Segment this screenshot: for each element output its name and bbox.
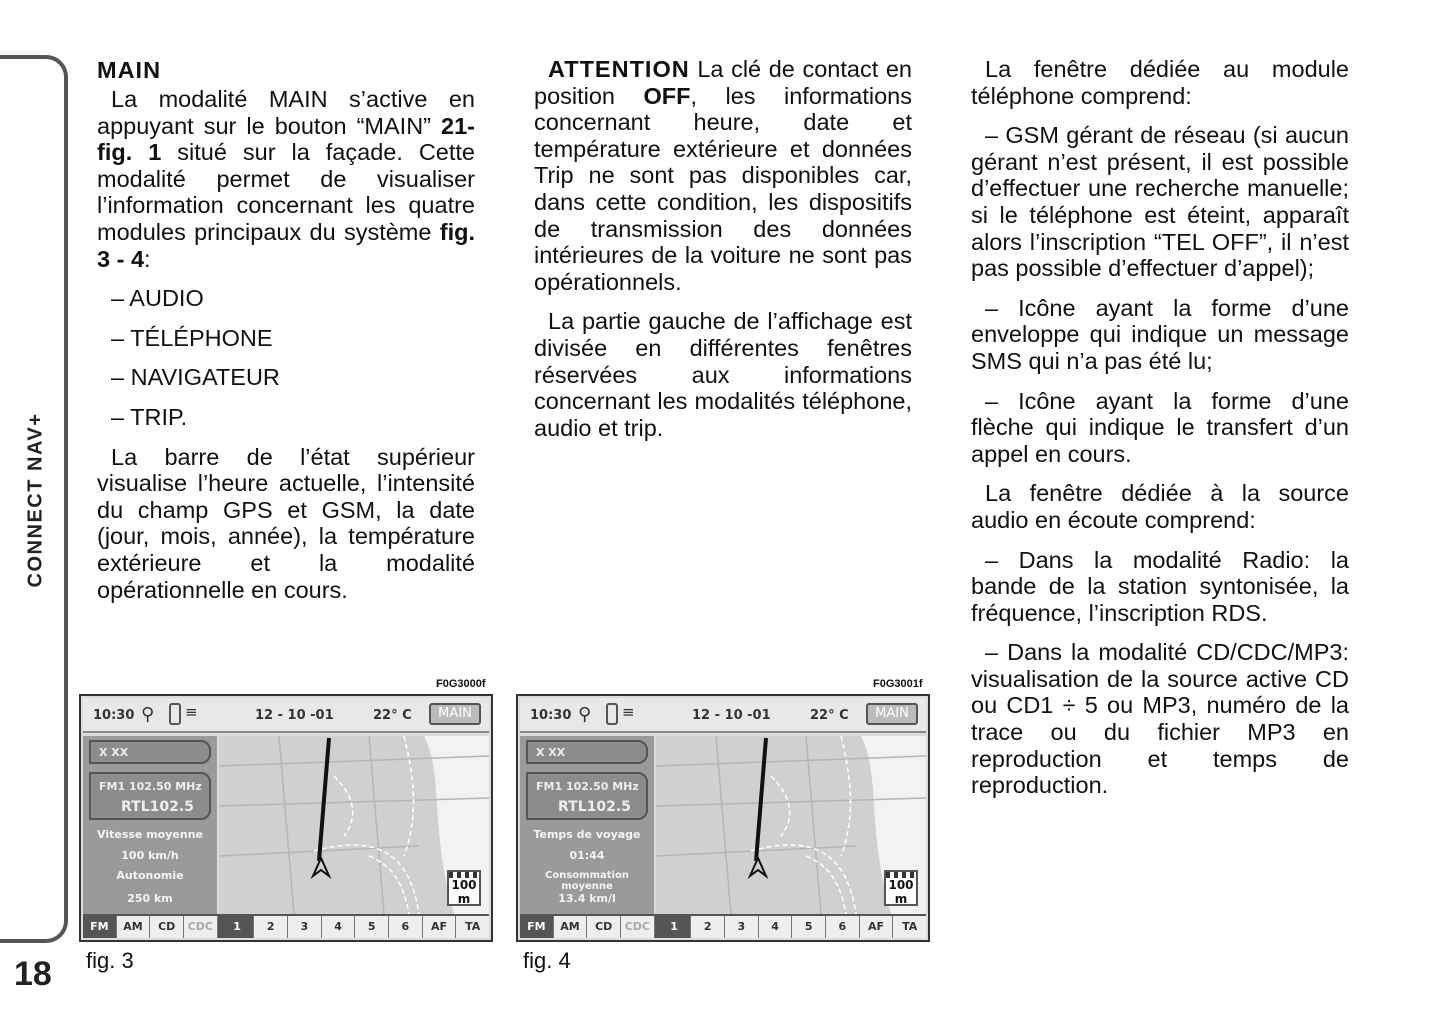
bold-ref: fig. 3 - 4 (97, 218, 475, 272)
main-mode-button[interactable]: MAIN (866, 703, 918, 725)
page-number: 18 (14, 955, 52, 993)
rds-name: RTL102.5 (121, 799, 194, 815)
button-af[interactable]: AF (423, 916, 457, 938)
text-span: situé sur la façade. Cette modalité permet de visualiser l’information concernant les quatre modules principaux du système (97, 139, 475, 245)
preset-6[interactable]: 6 (389, 916, 423, 938)
trip-label: Consommation moyenne (545, 870, 629, 892)
date: 12 - 10 -01 (692, 708, 771, 723)
temperature: 22° C (373, 708, 412, 723)
left-info-panel (83, 736, 217, 914)
phone-icon (169, 703, 181, 725)
figure-code: F0G3001f (873, 678, 923, 690)
gps-satellite-icon: ⚲ (578, 704, 592, 725)
phone-icon (606, 703, 618, 725)
column-1 (97, 56, 475, 616)
preset-3[interactable]: 3 (288, 916, 322, 938)
column-2 (534, 56, 912, 454)
trip-value: 01:44 (569, 849, 605, 862)
trip-label: Temps de voyage (533, 828, 641, 841)
clock: 10:30 (530, 708, 572, 723)
figure-caption: fig. 4 (523, 948, 571, 973)
button-af[interactable]: AF (860, 916, 894, 938)
source-button-bar (83, 914, 489, 938)
radio-band-frequency: FM1 102.50 MHz (99, 780, 202, 793)
trip-value: 250 km (127, 892, 173, 905)
rds-name: RTL102.5 (558, 799, 631, 815)
signal-bars-icon: ≡ (622, 703, 635, 721)
preset-6[interactable]: 6 (826, 916, 860, 938)
date: 12 - 10 -01 (255, 708, 334, 723)
button-ta[interactable]: TA (902, 920, 918, 933)
figure-4-screen (516, 694, 930, 942)
paragraph: – GSM gérant de réseau (si aucun gérant n’est présent, il est possible d’effectuer une recherche manuelle; si le téléphone est éteint, apparaît alors l’inscription “TEL OFF”, il n’est pas possible d’effectuer d’appel); (971, 122, 1349, 282)
paragraph: – Icône ayant la forme d’une flèche qui indique le transfert d’un appel en cours. (971, 387, 1349, 467)
button-fm[interactable]: FM (520, 916, 554, 938)
list-item: – NAVIGATEUR (111, 364, 280, 391)
paragraph: – Dans la modalité CD/CDC/MP3: visualisation de la source active CD ou CD1 ÷ 5 ou MP3, numéro de la trace ou du fichier MP3 en reproduction et temps de reproduction. (971, 639, 1349, 799)
heading-main: MAIN (97, 57, 162, 83)
trip-label: Autonomie (116, 869, 184, 882)
clock: 10:30 (93, 708, 135, 723)
preset-2[interactable]: 2 (254, 916, 288, 938)
scale-value: 100 (888, 878, 914, 892)
button-am[interactable]: AM (117, 916, 151, 938)
phone-window: X XX (89, 740, 211, 764)
paragraph: La fenêtre dédiée au module téléphone comprend: (971, 56, 1349, 109)
signal-bars-icon: ≡ (185, 703, 198, 721)
map-scale (447, 870, 481, 906)
list-item: – TRIP. (111, 403, 188, 430)
main-mode-button[interactable]: MAIN (429, 703, 481, 725)
text-span: , les informations concernant heure, date et température extérieure et données Trip ne sont pas disponibles car, dans cette condition, les dispositifs de transmission des données intérieures de la voiture ne sont pas opérationnels. (534, 82, 912, 295)
trip-value: 13.4 km/l (558, 892, 616, 905)
paragraph-status-bar: La barre de l’état supérieur visualise l’heure actuelle, l’intensité du champ GPS et GSM, la date (jour, mois, année), la température extérieure et la modalité opérationnelle en cours. (97, 443, 475, 603)
preset-5[interactable]: 5 (355, 916, 389, 938)
preset-4[interactable]: 4 (322, 916, 356, 938)
preset-5[interactable]: 5 (792, 916, 826, 938)
list-item: – AUDIO (111, 285, 204, 312)
text-span: La modalité MAIN s’active en appuyant sur le bouton “MAIN” (97, 86, 475, 139)
button-ta[interactable]: TA (465, 920, 481, 933)
preset-2[interactable]: 2 (691, 916, 725, 938)
temperature: 22° C (810, 708, 849, 723)
button-cd[interactable]: CD (150, 916, 184, 938)
scale-value: 100 (451, 878, 477, 892)
figure-3-screen (79, 694, 493, 942)
preset-1[interactable]: 1 (655, 916, 692, 938)
button-cdc[interactable]: CDC (184, 916, 218, 938)
trip-value: 100 km/h (121, 849, 179, 862)
source-button-bar (520, 914, 926, 938)
audio-window (89, 772, 211, 820)
bold-off: OFF (643, 82, 691, 109)
paragraph: – Icône ayant la forme d’une enveloppe qui indique un message SMS qui n’a pas été lu; (971, 294, 1349, 374)
column-3 (971, 56, 1349, 812)
paragraph: – Dans la modalité Radio: la bande de la station syntonisée, la fréquence, l’inscription RDS. (971, 546, 1349, 626)
list-item: – TÉLÉPHONE (111, 324, 273, 351)
preset-3[interactable]: 3 (725, 916, 759, 938)
text-span: La clé de contact en position (534, 56, 912, 109)
button-cd[interactable]: CD (587, 916, 621, 938)
display-screen (516, 694, 930, 942)
attention-label: ATTENTION (548, 56, 690, 82)
left-info-panel (520, 736, 654, 914)
section-tab-label: CONNECT NAV+ (24, 412, 47, 588)
status-bar (83, 698, 489, 733)
radio-band-frequency: FM1 102.50 MHz (536, 780, 639, 793)
preset-4[interactable]: 4 (759, 916, 793, 938)
paragraph-attention (534, 56, 912, 295)
scale-unit: m (457, 892, 471, 906)
scale-unit: m (894, 892, 908, 906)
button-am[interactable]: AM (554, 916, 588, 938)
figure-caption: fig. 3 (86, 948, 134, 973)
button-fm[interactable]: FM (83, 916, 117, 938)
paragraph: La fenêtre dédiée à la source audio en écoute comprend: (971, 480, 1349, 533)
phone-window: X XX (526, 740, 648, 764)
figure-code: F0G3000f (436, 678, 486, 690)
text-span: : (144, 245, 151, 272)
paragraph-left-display: La partie gauche de l’affichage est divisée en différentes fenêtres réservées aux informations concernant les modalités téléphone, audio et trip. (534, 308, 912, 441)
map-scale (884, 870, 918, 906)
status-bar (520, 698, 926, 733)
display-screen (79, 694, 493, 942)
button-cdc[interactable]: CDC (621, 916, 655, 938)
preset-1[interactable]: 1 (218, 916, 255, 938)
trip-label: Vitesse moyenne (97, 828, 203, 841)
audio-window (526, 772, 648, 820)
bold-ref: 21-fig. 1 (97, 112, 475, 166)
gps-satellite-icon: ⚲ (141, 704, 155, 725)
paragraph-main-intro (97, 86, 475, 272)
